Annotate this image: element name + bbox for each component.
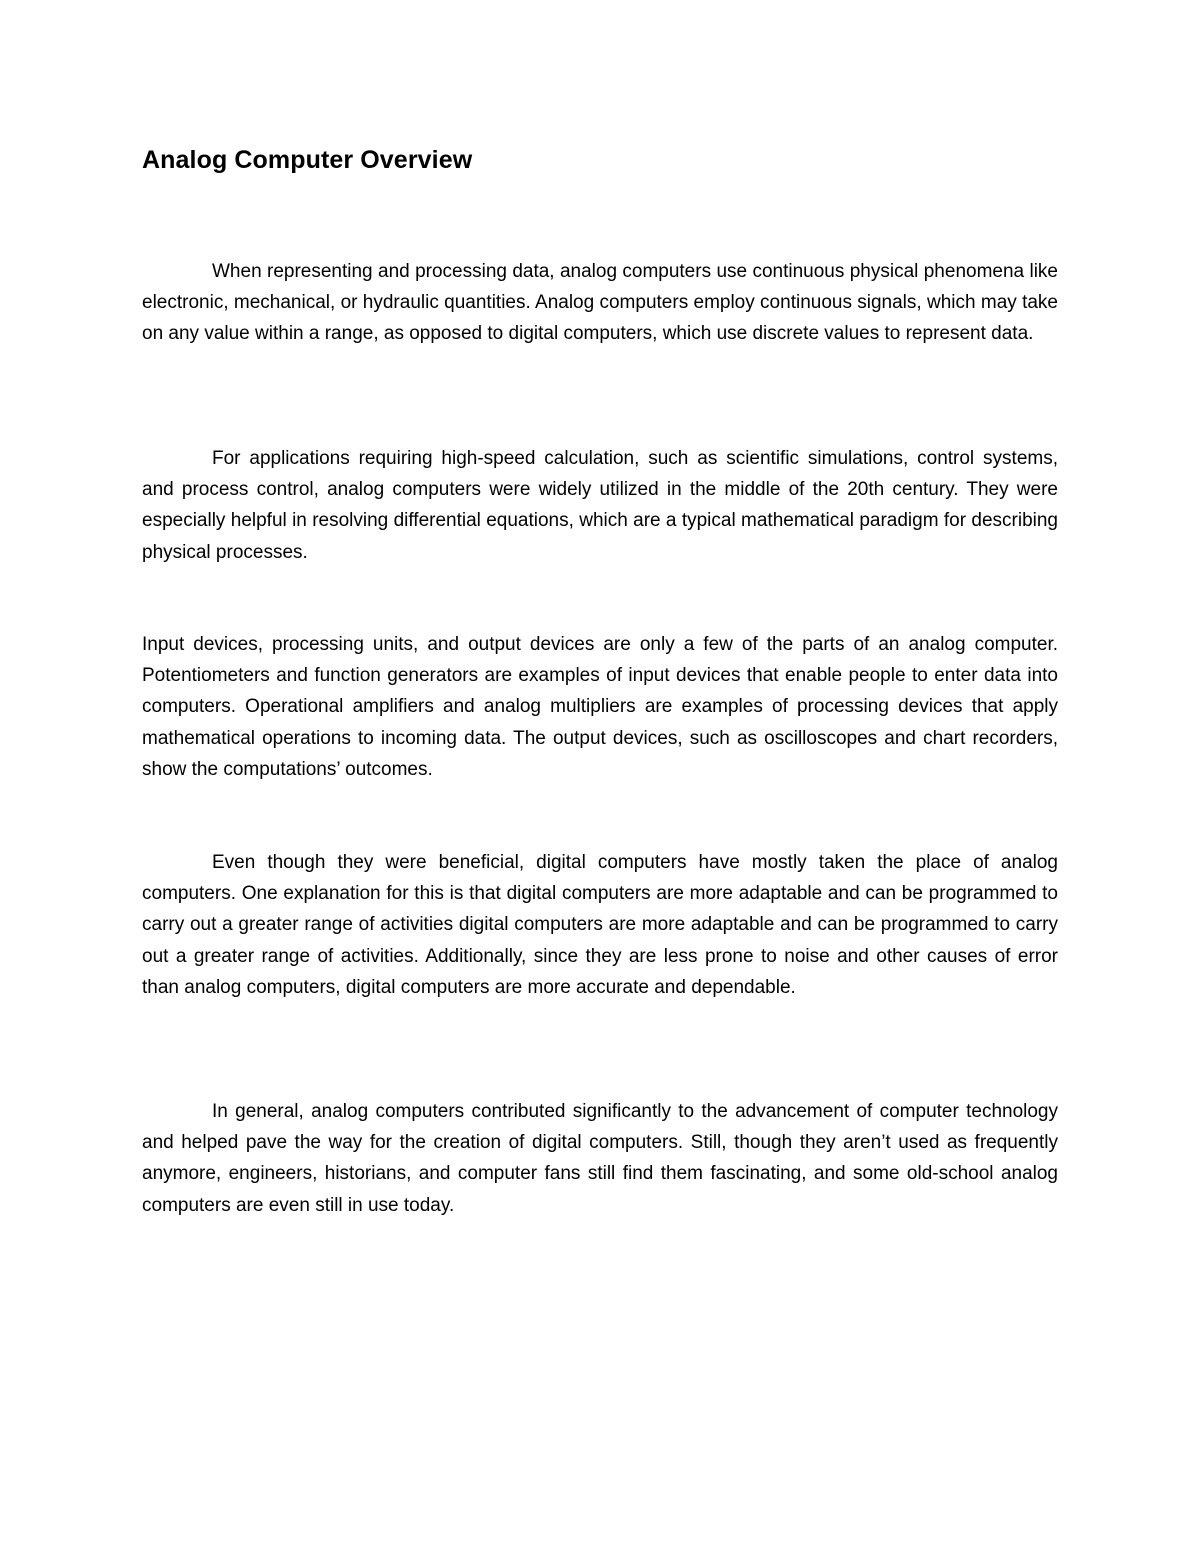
paragraph-data-representation: When representing and processing data, analog computers use continuous physical phenomena like electronic, mechanical, or hydraulic quantities. Analog computers employ continuous signals, which may take on any value within a range, as opposed to digital computers, which use discrete values to represent data.: [142, 261, 1058, 345]
paragraph-conclusion: In general, analog computers contributed significantly to the advancement of computer technology and helped pave the way for the creation of digital computers. Still, though they aren’t used as frequently anymore, engineers, historians, and computer fans still find them fascinating, and some old-school analog computers are even still in use today.: [142, 1101, 1058, 1216]
document-title: Analog Computer Overview: [142, 146, 473, 174]
paragraph-applications: For applications requiring high-speed calculation, such as scientific simulations, control systems, and process control, analog computers were widely utilized in the middle of the 20th century. They were especially helpful in resolving differential equations, which are a typical mathematical paradigm for describing physical processes.: [142, 448, 1058, 563]
paragraph-digital-replacement: Even though they were beneficial, digital computers have mostly taken the place of analog computers. One explanation for this is that digital computers are more adaptable and can be programmed to carry out a greater range of activities digital computers are more adaptable and can be programmed to carry out a greater range of activities. Additionally, since they are less prone to noise and other causes of error than analog computers, digital computers are more accurate and dependable.: [142, 852, 1058, 998]
paragraph-components: Input devices, processing units, and output devices are only a few of the parts of an analog computer. Potentiometers and function generators are examples of input devices that enable people to enter data into computers. Operational amplifiers and analog multipliers are examples of processing devices that apply mathematical operations to incoming data. The output devices, such as oscilloscopes and chart recorders, show the computations’ outcomes.: [142, 634, 1058, 780]
